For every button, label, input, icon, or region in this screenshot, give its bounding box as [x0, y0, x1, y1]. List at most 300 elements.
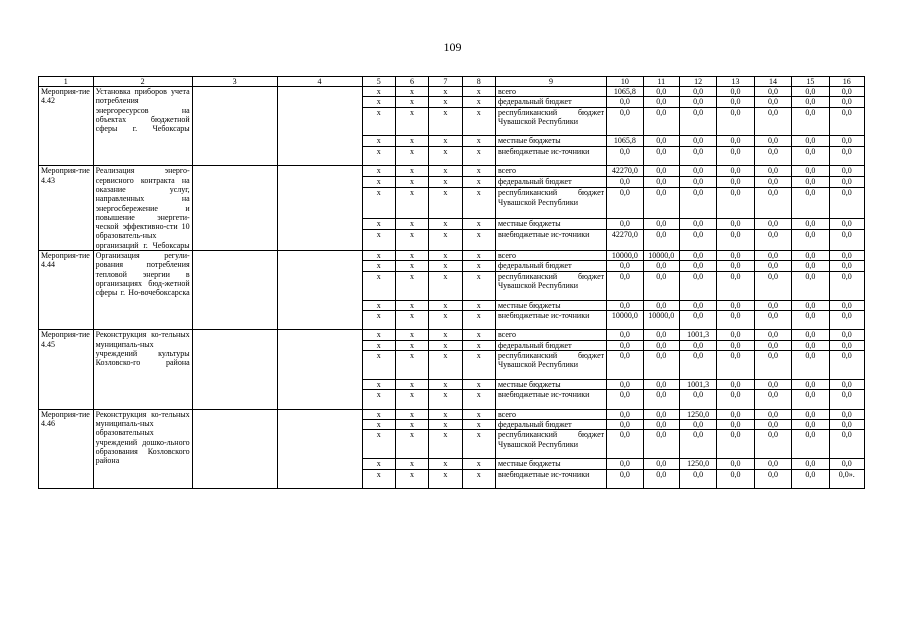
value-cell: 0,0 — [679, 230, 716, 251]
value-cell: 0,0 — [643, 300, 679, 310]
value-cell: 0,0 — [829, 87, 864, 97]
value-cell: 0,0 — [792, 390, 829, 410]
marker-cell: x — [462, 251, 495, 261]
value-cell: 0,0 — [643, 107, 679, 136]
marker-cell: x — [462, 379, 495, 389]
value-cell: 0,0 — [679, 146, 716, 166]
measure-name: Организация регули-рования потребления тепловой энергии в организациях бюд-жетной сферы г. Но-вочебоксарска — [93, 251, 192, 330]
marker-cell: x — [429, 351, 462, 380]
value-cell: 0,0 — [717, 136, 754, 146]
funding-source: внебюджетные ис-точники — [495, 390, 606, 410]
marker-cell: x — [362, 420, 395, 430]
funding-source: внебюджетные ис-точники — [495, 310, 606, 330]
value-cell: 0,0 — [754, 177, 791, 188]
value-cell: 0,0 — [643, 230, 679, 251]
value-cell: 0,0 — [829, 188, 864, 219]
value-cell: 0,0 — [679, 251, 716, 261]
empty-cell — [277, 251, 362, 330]
value-cell: 0,0 — [607, 146, 643, 166]
value-cell: 0,0 — [643, 97, 679, 107]
marker-cell: x — [395, 430, 428, 459]
value-cell: 0,0 — [829, 310, 864, 330]
column-header-5: 5 — [362, 77, 395, 87]
marker-cell: x — [395, 390, 428, 410]
table-row — [39, 87, 865, 97]
value-cell: 0,0 — [643, 166, 679, 177]
marker-cell: x — [429, 310, 462, 330]
value-cell: 0,0 — [754, 351, 791, 380]
marker-cell: x — [395, 379, 428, 389]
value-cell: 0,0 — [717, 330, 754, 340]
marker-cell: x — [362, 330, 395, 340]
marker-cell: x — [429, 166, 462, 177]
marker-cell: x — [462, 146, 495, 166]
value-cell: 0,0 — [679, 340, 716, 350]
marker-cell: x — [462, 430, 495, 459]
value-cell: 0,0 — [679, 469, 716, 489]
value-cell: 0,0 — [643, 261, 679, 271]
value-cell: 1065,8 — [607, 87, 643, 97]
marker-cell: x — [395, 261, 428, 271]
funding-source: республиканский бюджет Чувашской Республики — [495, 430, 606, 459]
column-header-15: 15 — [792, 77, 829, 87]
marker-cell: x — [395, 230, 428, 251]
marker-cell: x — [462, 136, 495, 146]
value-cell: 0,0 — [717, 87, 754, 97]
value-cell: 0,0 — [792, 107, 829, 136]
marker-cell: x — [429, 136, 462, 146]
marker-cell: x — [395, 219, 428, 230]
column-header-13: 13 — [717, 77, 754, 87]
value-cell: 0,0 — [829, 409, 864, 419]
funding-source: всего — [495, 166, 606, 177]
table-row — [39, 330, 865, 340]
value-cell: 0,0 — [829, 146, 864, 166]
value-cell: 0,0 — [829, 251, 864, 261]
marker-cell: x — [462, 261, 495, 271]
value-cell: 0,0 — [829, 420, 864, 430]
budget-table — [38, 76, 865, 489]
value-cell: 0,0 — [754, 97, 791, 107]
value-cell: 0,0 — [717, 420, 754, 430]
value-cell: 0,0 — [643, 177, 679, 188]
empty-cell — [192, 409, 277, 488]
table-row — [39, 251, 865, 261]
value-cell: 0,0 — [717, 351, 754, 380]
value-cell: 0,0 — [829, 97, 864, 107]
value-cell: 0,0 — [607, 340, 643, 350]
marker-cell: x — [362, 166, 395, 177]
value-cell: 0,0 — [717, 166, 754, 177]
marker-cell: x — [429, 459, 462, 469]
value-cell: 0,0 — [679, 261, 716, 271]
table-body — [39, 87, 865, 489]
value-cell: 0,0 — [643, 146, 679, 166]
value-cell: 0,0 — [679, 177, 716, 188]
value-cell: 0,0 — [829, 330, 864, 340]
value-cell: 0,0 — [754, 379, 791, 389]
marker-cell: x — [362, 390, 395, 410]
value-cell: 0,0 — [607, 459, 643, 469]
marker-cell: x — [395, 300, 428, 310]
value-cell: 0,0 — [717, 409, 754, 419]
marker-cell: x — [462, 87, 495, 97]
funding-source: местные бюджеты — [495, 136, 606, 146]
marker-cell: x — [462, 310, 495, 330]
marker-cell: x — [395, 251, 428, 261]
marker-cell: x — [429, 330, 462, 340]
value-cell: 0,0 — [607, 261, 643, 271]
value-cell: 0,0 — [607, 420, 643, 430]
empty-cell — [192, 87, 277, 166]
funding-source: республиканский бюджет Чувашской Республики — [495, 271, 606, 300]
measure-id: Мероприя-тие 4.43 — [39, 166, 94, 251]
value-cell: 0,0 — [643, 390, 679, 410]
value-cell: 0,0 — [754, 146, 791, 166]
value-cell: 0,0 — [679, 87, 716, 97]
value-cell: 1001,3 — [679, 379, 716, 389]
value-cell: 0,0 — [679, 390, 716, 410]
marker-cell: x — [429, 409, 462, 419]
value-cell: 0,0 — [679, 136, 716, 146]
marker-cell: x — [362, 340, 395, 350]
value-cell: 0,0 — [754, 251, 791, 261]
value-cell: 0,0 — [643, 87, 679, 97]
table-row — [39, 409, 865, 419]
value-cell: 42270,0 — [607, 230, 643, 251]
marker-cell: x — [395, 340, 428, 350]
marker-cell: x — [395, 107, 428, 136]
value-cell: 0,0 — [754, 271, 791, 300]
funding-source: местные бюджеты — [495, 219, 606, 230]
funding-source: федеральный бюджет — [495, 420, 606, 430]
value-cell: 0,0 — [717, 340, 754, 350]
value-cell: 0,0 — [607, 390, 643, 410]
value-cell: 0,0 — [829, 271, 864, 300]
value-cell: 0,0 — [643, 420, 679, 430]
marker-cell: x — [429, 230, 462, 251]
value-cell: 0,0 — [607, 351, 643, 380]
value-cell: 0,0 — [607, 188, 643, 219]
value-cell: 0,0 — [717, 469, 754, 489]
value-cell: 0,0 — [643, 330, 679, 340]
value-cell: 0,0 — [717, 379, 754, 389]
value-cell: 0,0 — [679, 271, 716, 300]
marker-cell: x — [362, 146, 395, 166]
value-cell: 0,0 — [792, 136, 829, 146]
marker-cell: x — [462, 219, 495, 230]
funding-source: федеральный бюджет — [495, 177, 606, 188]
value-cell: 0,0 — [717, 107, 754, 136]
measure-id: Мероприя-тие 4.42 — [39, 87, 94, 166]
value-cell: 0,0 — [643, 136, 679, 146]
marker-cell: x — [462, 330, 495, 340]
value-cell: 0,0 — [754, 188, 791, 219]
marker-cell: x — [462, 351, 495, 380]
marker-cell: x — [362, 430, 395, 459]
value-cell: 0,0 — [829, 340, 864, 350]
value-cell: 0,0 — [792, 271, 829, 300]
value-cell: 0,0 — [679, 430, 716, 459]
funding-source: внебюджетные ис-точники — [495, 469, 606, 489]
value-cell: 0,0 — [607, 430, 643, 459]
marker-cell: x — [395, 469, 428, 489]
value-cell: 0,0 — [717, 459, 754, 469]
funding-source: федеральный бюджет — [495, 340, 606, 350]
marker-cell: x — [462, 166, 495, 177]
value-cell: 0,0 — [829, 177, 864, 188]
funding-source: республиканский бюджет Чувашской Республики — [495, 107, 606, 136]
value-cell: 0,0 — [607, 219, 643, 230]
value-cell: 0,0 — [829, 379, 864, 389]
value-cell: 0,0 — [717, 146, 754, 166]
value-cell: 0,0 — [679, 107, 716, 136]
marker-cell: x — [362, 107, 395, 136]
funding-source: внебюджетные ис-точники — [495, 230, 606, 251]
marker-cell: x — [429, 107, 462, 136]
value-cell: 0,0 — [792, 379, 829, 389]
value-cell: 0,0 — [717, 177, 754, 188]
empty-cell — [277, 87, 362, 166]
value-cell: 0,0 — [643, 469, 679, 489]
marker-cell: x — [462, 188, 495, 219]
value-cell: 0,0 — [717, 300, 754, 310]
value-cell: 0,0 — [607, 300, 643, 310]
marker-cell: x — [395, 188, 428, 219]
value-cell: 0,0 — [829, 219, 864, 230]
marker-cell: x — [362, 300, 395, 310]
measure-id: Мероприя-тие 4.46 — [39, 409, 94, 488]
value-cell: 0,0 — [754, 107, 791, 136]
value-cell: 0,0 — [792, 177, 829, 188]
value-cell: 0,0 — [717, 390, 754, 410]
column-header-16: 16 — [829, 77, 864, 87]
measure-name: Реконструкция ко-тельных муниципаль-ных образовательных учреждений дошко-льного образования Козловского района — [93, 409, 192, 488]
measure-name: Установка приборов учета потребления энергоресурсов на объектах бюджетной сферы г. Чебоксары — [93, 87, 192, 166]
marker-cell: x — [362, 97, 395, 107]
marker-cell: x — [462, 390, 495, 410]
marker-cell: x — [429, 97, 462, 107]
marker-cell: x — [362, 459, 395, 469]
marker-cell: x — [362, 87, 395, 97]
funding-source: всего — [495, 330, 606, 340]
value-cell: 0,0 — [829, 107, 864, 136]
value-cell: 0,0 — [829, 459, 864, 469]
value-cell: 0,0 — [717, 310, 754, 330]
marker-cell: x — [429, 420, 462, 430]
marker-cell: x — [395, 97, 428, 107]
empty-cell — [192, 330, 277, 409]
value-cell: 0,0 — [792, 87, 829, 97]
value-cell: 0,0 — [754, 409, 791, 419]
marker-cell: x — [429, 340, 462, 350]
value-cell: 0,0 — [643, 351, 679, 380]
marker-cell: x — [462, 230, 495, 251]
value-cell: 0,0 — [717, 230, 754, 251]
value-cell: 0,0 — [754, 300, 791, 310]
value-cell: 0,0 — [829, 136, 864, 146]
marker-cell: x — [362, 351, 395, 380]
marker-cell: x — [462, 469, 495, 489]
marker-cell: x — [362, 469, 395, 489]
column-header-7: 7 — [429, 77, 462, 87]
value-cell: 0,0 — [792, 261, 829, 271]
value-cell: 1250,0 — [679, 459, 716, 469]
value-cell: 0,0 — [679, 166, 716, 177]
marker-cell: x — [462, 97, 495, 107]
funding-source: всего — [495, 87, 606, 97]
value-cell: 0,0 — [754, 330, 791, 340]
value-cell: 0,0 — [607, 97, 643, 107]
marker-cell: x — [395, 310, 428, 330]
value-cell: 0,0 — [607, 330, 643, 340]
value-cell: 0,0 — [717, 97, 754, 107]
value-cell: 0,0 — [607, 409, 643, 419]
marker-cell: x — [395, 177, 428, 188]
value-cell: 0,0 — [829, 300, 864, 310]
marker-cell: x — [462, 340, 495, 350]
column-header-1: 1 — [39, 77, 94, 87]
empty-cell — [277, 166, 362, 251]
page-number: 109 — [443, 40, 462, 54]
value-cell: 0,0 — [754, 340, 791, 350]
value-cell: 1001,3 — [679, 330, 716, 340]
value-cell: 0,0 — [754, 230, 791, 251]
column-header-4: 4 — [277, 77, 362, 87]
column-header-9: 9 — [495, 77, 606, 87]
marker-cell: x — [395, 136, 428, 146]
marker-cell: x — [362, 409, 395, 419]
value-cell: 0,0 — [754, 219, 791, 230]
value-cell: 0,0 — [643, 188, 679, 219]
value-cell: 0,0 — [679, 420, 716, 430]
funding-source: местные бюджеты — [495, 459, 606, 469]
value-cell: 0,0 — [792, 230, 829, 251]
value-cell: 0,0 — [717, 430, 754, 459]
value-cell: 10000,0 — [607, 310, 643, 330]
table-row — [39, 166, 865, 177]
measure-name: Реконструкция ко-тельных муниципаль-ных учреждений культуры Козловско-го района — [93, 330, 192, 409]
value-cell: 0,0 — [829, 230, 864, 251]
value-cell: 0,0 — [643, 430, 679, 459]
marker-cell: x — [429, 379, 462, 389]
marker-cell: x — [429, 177, 462, 188]
funding-source: местные бюджеты — [495, 300, 606, 310]
value-cell: 0,0 — [643, 219, 679, 230]
value-cell: 0,0 — [792, 469, 829, 489]
value-cell: 0,0». — [829, 469, 864, 489]
marker-cell: x — [362, 271, 395, 300]
marker-cell: x — [462, 107, 495, 136]
value-cell: 0,0 — [607, 469, 643, 489]
value-cell: 0,0 — [679, 351, 716, 380]
empty-cell — [277, 330, 362, 409]
funding-source: внебюджетные ис-точники — [495, 146, 606, 166]
empty-cell — [192, 166, 277, 251]
value-cell: 0,0 — [679, 300, 716, 310]
marker-cell: x — [429, 219, 462, 230]
value-cell: 0,0 — [792, 188, 829, 219]
marker-cell: x — [395, 166, 428, 177]
funding-source: федеральный бюджет — [495, 261, 606, 271]
marker-cell: x — [462, 420, 495, 430]
marker-cell: x — [429, 87, 462, 97]
marker-cell: x — [429, 261, 462, 271]
column-header-10: 10 — [607, 77, 643, 87]
value-cell: 0,0 — [643, 271, 679, 300]
value-cell: 0,0 — [717, 251, 754, 261]
marker-cell: x — [395, 330, 428, 340]
value-cell: 0,0 — [679, 310, 716, 330]
value-cell: 0,0 — [643, 409, 679, 419]
value-cell: 0,0 — [754, 469, 791, 489]
marker-cell: x — [429, 271, 462, 300]
value-cell: 0,0 — [643, 379, 679, 389]
value-cell: 0,0 — [754, 430, 791, 459]
marker-cell: x — [362, 379, 395, 389]
value-cell: 0,0 — [792, 146, 829, 166]
marker-cell: x — [362, 188, 395, 219]
value-cell: 0,0 — [792, 251, 829, 261]
marker-cell: x — [395, 351, 428, 380]
column-header-6: 6 — [395, 77, 428, 87]
value-cell: 10000,0 — [643, 310, 679, 330]
value-cell: 0,0 — [829, 351, 864, 380]
value-cell: 0,0 — [792, 97, 829, 107]
value-cell: 0,0 — [754, 459, 791, 469]
value-cell: 0,0 — [754, 136, 791, 146]
empty-cell — [192, 251, 277, 330]
column-header-8: 8 — [462, 77, 495, 87]
measure-id: Мероприя-тие 4.44 — [39, 251, 94, 330]
marker-cell: x — [395, 271, 428, 300]
funding-source: всего — [495, 251, 606, 261]
measure-name: Реализация энерго-сервисного контракта на оказание услуг, направленных на энергосбережение и повышение энергети-ческой эффективно-сти 10 образователь-ных организаций г. Чебоксары — [93, 166, 192, 251]
marker-cell: x — [362, 219, 395, 230]
value-cell: 0,0 — [754, 87, 791, 97]
funding-source: республиканский бюджет Чувашской Республики — [495, 188, 606, 219]
value-cell: 0,0 — [717, 188, 754, 219]
value-cell: 0,0 — [717, 271, 754, 300]
marker-cell: x — [362, 177, 395, 188]
value-cell: 0,0 — [792, 409, 829, 419]
value-cell: 0,0 — [754, 420, 791, 430]
funding-source: федеральный бюджет — [495, 97, 606, 107]
marker-cell: x — [362, 251, 395, 261]
value-cell: 0,0 — [792, 300, 829, 310]
value-cell: 0,0 — [643, 459, 679, 469]
value-cell: 0,0 — [754, 261, 791, 271]
marker-cell: x — [395, 87, 428, 97]
funding-source: республиканский бюджет Чувашской Республики — [495, 351, 606, 380]
value-cell: 0,0 — [792, 459, 829, 469]
value-cell: 0,0 — [607, 379, 643, 389]
value-cell: 0,0 — [792, 166, 829, 177]
value-cell: 0,0 — [792, 219, 829, 230]
value-cell: 0,0 — [717, 219, 754, 230]
marker-cell: x — [429, 146, 462, 166]
marker-cell: x — [362, 230, 395, 251]
value-cell: 0,0 — [829, 261, 864, 271]
column-header-12: 12 — [679, 77, 716, 87]
value-cell: 0,0 — [679, 219, 716, 230]
column-header-2: 2 — [93, 77, 192, 87]
value-cell: 10000,0 — [643, 251, 679, 261]
value-cell: 0,0 — [717, 261, 754, 271]
value-cell: 10000,0 — [607, 251, 643, 261]
marker-cell: x — [395, 409, 428, 419]
column-number-row — [39, 77, 865, 87]
